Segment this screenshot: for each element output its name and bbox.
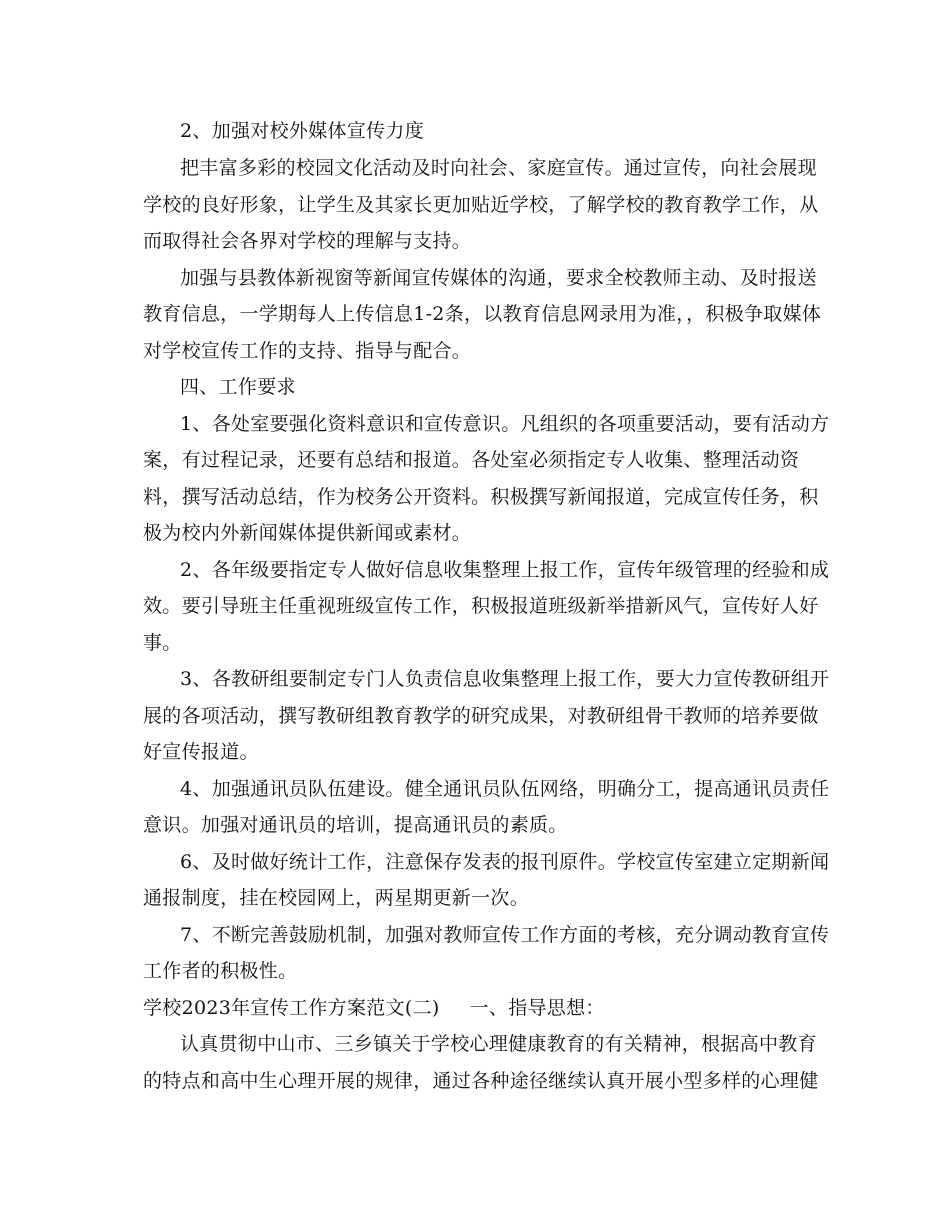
paragraph-line: 1、各处室要强化资料意识和宣传意识。凡组织的各项重要活动，要有活动方 (180, 413, 830, 435)
paragraph-line: 料，撰写活动总结，作为校务公开资料。积极撰写新闻报道，完成宣传任务，积 (143, 486, 819, 508)
section-heading-line (143, 996, 605, 1020)
paragraph-line: 效。要引导班主任重视班级宣传工作，积极报道班级新举措新风气，宣传好人好 (143, 595, 819, 617)
heading-media-publicity: 2、加强对校外媒体宣传力度 (180, 120, 424, 142)
paragraph-line: 7、不断完善鼓励机制，加强对教师宣传工作方面的考核，充分调动教育宣传 (180, 924, 830, 946)
paragraph-line: 展的各项活动，撰写教研组教育教学的研究成果，对教研组骨干教师的培养要做 (143, 705, 819, 727)
paragraph-line: 把丰富多彩的校园文化活动及时向社会、家庭宣传。通过宣传，向社会展现 (180, 157, 817, 179)
paragraph-line: 极为校内外新闻媒体提供新闻或素材。 (143, 522, 472, 544)
paragraph-line: 工作者的积极性。 (143, 960, 298, 982)
paragraph-line: 好宣传报道。 (143, 741, 259, 763)
paragraph-line: 而取得社会各界对学校的理解与支持。 (143, 230, 472, 252)
paragraph-line: 意识。加强对通讯员的培训，提高通讯员的素质。 (143, 814, 568, 836)
paragraph-line: 加强与县教体新视窗等新闻宣传媒体的沟通，要求全校教师主动、及时报送 (180, 267, 817, 289)
paragraph-line: 的特点和高中生心理开展的规律，通过各种途径继续认真开展小型多样的心理健 (143, 1070, 819, 1092)
paragraph-line: 通报制度，挂在校园网上，两星期更新一次。 (143, 887, 530, 909)
paragraph-line: 教育信息，一学期每人上传信息1-2条，以教育信息网录用为准，，积极争取媒体 (143, 303, 822, 325)
paragraph-line: 案，有过程记录，还要有总结和报道。各处室必须指定专人收集、整理活动资 (143, 449, 800, 471)
paragraph-line: 6、及时做好统计工作，注意保存发表的报刊原件。学校宣传室建立定期新闻 (180, 851, 830, 873)
paragraph-line: 4、加强通讯员队伍建设。健全通讯员队伍网络，明确分工，提高通讯员责任 (180, 778, 830, 800)
paragraph-line: 认真贯彻中山市、三乡镇关于学校心理健康教育的有关精神，根据高中教育 (180, 1033, 817, 1055)
paragraph-line: 3、各教研组要制定专门人负责信息收集整理上报工作，要大力宣传教研组开 (180, 668, 830, 690)
heading-work-requirements: 四、工作要求 (180, 376, 296, 398)
paragraph-line: 学校的良好形象，让学生及其家长更加贴近学校，了解学校的教育教学工作，从 (143, 194, 819, 216)
section-title: 学校2023年宣传工作方案范文(二) (143, 997, 440, 1019)
paragraph-line: 对学校宣传工作的支持、指导与配合。 (143, 340, 472, 362)
section-subtitle: 一、指导思想： (469, 997, 605, 1019)
paragraph-line: 事。 (143, 632, 182, 654)
paragraph-line: 2、各年级要指定专人做好信息收集整理上报工作，宣传年级管理的经验和成 (180, 559, 830, 581)
